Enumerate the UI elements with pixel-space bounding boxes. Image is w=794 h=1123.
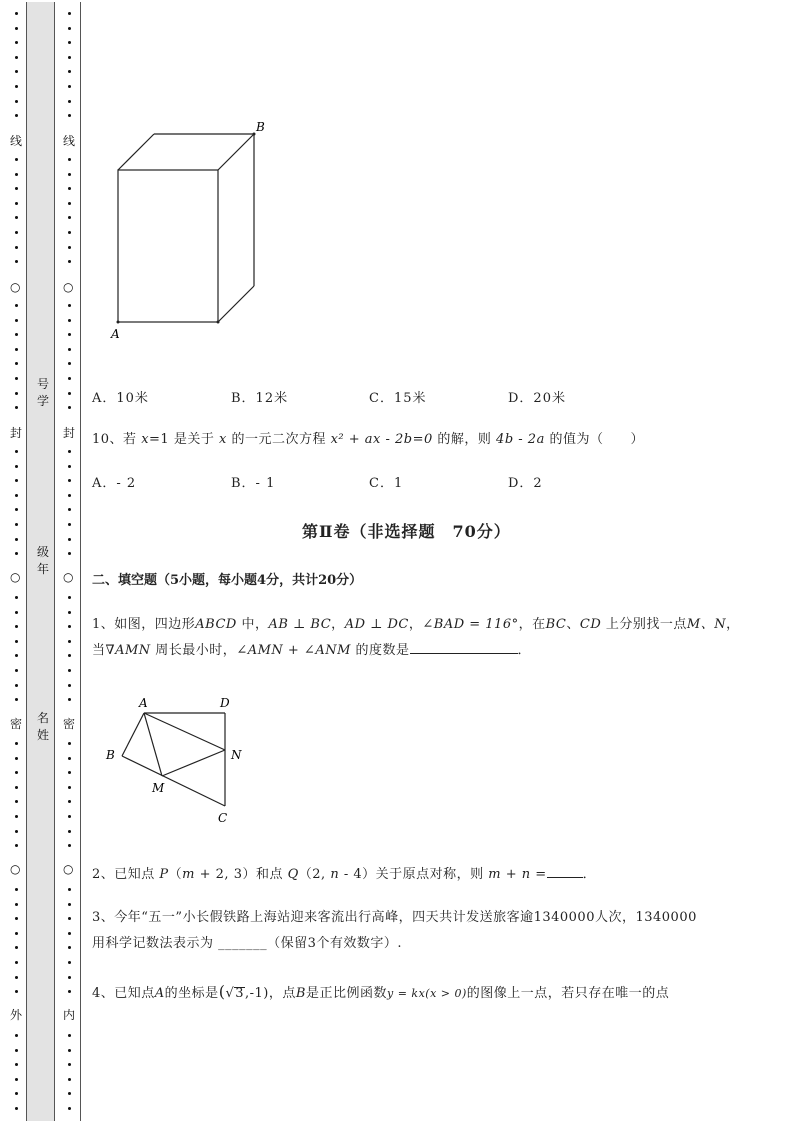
q10-x-var: x — [218, 432, 227, 447]
binding-dot — [15, 844, 18, 847]
binding-dot — [68, 1078, 71, 1081]
binding-dot — [68, 114, 71, 117]
field-label-char: 号 — [36, 377, 49, 391]
binding-dot — [15, 1092, 18, 1095]
box-edge — [218, 134, 254, 170]
binding-dot — [68, 1107, 71, 1110]
fill2-n: n — [521, 867, 531, 882]
fill1-text: ， — [408, 617, 423, 632]
fill2-text: + 2, 3）和点 — [195, 867, 288, 882]
inner-circle-2: ○ — [63, 570, 74, 584]
binding-dot — [15, 362, 18, 365]
binding-dot — [15, 611, 18, 614]
binding-dot — [15, 888, 18, 891]
field-label-char: 年 — [36, 562, 49, 576]
q10-eq1: =1 是关于 — [149, 432, 219, 447]
binding-dot — [15, 114, 18, 117]
fill4-condition: (x > 0) — [425, 987, 467, 1000]
binding-dot — [15, 625, 18, 628]
section-subtitle: 二、填空题（5小题，每小题4分，共计20分） — [92, 573, 363, 588]
binding-dot — [15, 508, 18, 511]
binding-dot — [68, 70, 71, 73]
binding-dot — [15, 187, 18, 190]
field-label-student-id — [36, 376, 50, 410]
binding-dot — [68, 888, 71, 891]
binding-dot — [15, 1063, 18, 1066]
binding-dot — [68, 450, 71, 453]
inner-label-xian: 线 — [63, 134, 76, 148]
binding-dot — [68, 538, 71, 541]
binding-dot — [15, 786, 18, 789]
vertex-dot — [217, 321, 220, 324]
binding-dot — [15, 377, 18, 380]
binding-dot — [15, 406, 18, 409]
binding-dot — [68, 333, 71, 336]
binding-dot — [68, 786, 71, 789]
binding-dot — [68, 216, 71, 219]
binding-dot — [68, 903, 71, 906]
outer-dot-column — [15, 0, 19, 1123]
fill1-line1 — [92, 613, 740, 632]
binding-dot — [15, 216, 18, 219]
field-label-char: 名 — [36, 711, 49, 725]
quad-figure — [100, 690, 250, 830]
vertex-a-label: A — [111, 327, 120, 341]
binding-dot — [68, 596, 71, 599]
binding-dot — [15, 976, 18, 979]
binding-dot — [68, 377, 71, 380]
fill4-text: ，点 — [268, 986, 296, 1001]
binding-dot — [68, 348, 71, 351]
fill4-line — [92, 982, 669, 1001]
binding-dot — [15, 12, 18, 15]
binding-dot — [15, 202, 18, 205]
outer-label-mi: 密 — [10, 717, 23, 731]
q10-option-b[interactable]: B．- 1 — [231, 476, 276, 491]
point-a-label: A — [139, 696, 148, 710]
q10-lead: 10、若 — [92, 432, 142, 447]
fill1-bc: BC — [545, 617, 567, 632]
binding-dot — [68, 946, 71, 949]
segment-an — [144, 713, 225, 750]
field-label-char: 级 — [36, 545, 49, 559]
fill1-rel1: AB ⊥ BC — [268, 617, 332, 632]
binding-dot — [15, 903, 18, 906]
fill2-m: m — [488, 867, 502, 882]
binding-dot — [68, 742, 71, 745]
outer-label-wai: 外 — [10, 1008, 23, 1022]
binding-dot — [15, 231, 18, 234]
binding-dot — [68, 932, 71, 935]
fill3-answer-blank[interactable]: _______ — [218, 936, 268, 951]
point-c-label: C — [218, 811, 228, 825]
binding-dot — [15, 304, 18, 307]
binding-dot — [68, 465, 71, 468]
binding-dot — [68, 56, 71, 59]
field-label-grade — [36, 544, 50, 578]
q10-option-c[interactable]: C．1 — [369, 476, 404, 491]
binding-dot — [15, 260, 18, 263]
binding-dot — [68, 757, 71, 760]
fill2-text: （ — [168, 867, 183, 882]
binding-dot — [68, 552, 71, 555]
binding-dot — [15, 158, 18, 161]
binding-dot — [15, 596, 18, 599]
binding-dot — [68, 654, 71, 657]
binding-dot — [15, 830, 18, 833]
section-title: 第Ⅱ卷（非选择题 70分） — [302, 522, 511, 541]
fill1-text: ， — [726, 617, 740, 632]
edge-bc — [122, 756, 225, 806]
binding-dot — [15, 333, 18, 336]
vertex-b-label: B — [256, 120, 265, 134]
binding-dot — [68, 362, 71, 365]
sqrt-symbol: √ — [225, 986, 235, 1001]
box-figure — [100, 115, 280, 345]
binding-dot — [68, 1092, 71, 1095]
binding-dot — [15, 41, 18, 44]
binding-dot — [68, 158, 71, 161]
fill2-text: = — [530, 867, 547, 882]
binding-dot — [68, 976, 71, 979]
fill1-text: 中， — [236, 617, 269, 632]
binding-dot — [15, 494, 18, 497]
binding-dot — [15, 319, 18, 322]
fill2-point-q: Q — [287, 867, 299, 882]
fill2-answer-blank[interactable] — [547, 865, 583, 878]
binding-dot — [68, 246, 71, 249]
box-front-face — [118, 170, 218, 322]
inner-label-mi: 密 — [63, 717, 76, 731]
binding-dot — [15, 815, 18, 818]
fill2-text: （2, — [298, 867, 331, 882]
fill2-text: + — [501, 867, 522, 882]
fill2-m: m — [182, 867, 195, 882]
outer-circle-2: ○ — [10, 570, 21, 584]
binding-dot — [68, 260, 71, 263]
binding-dot — [15, 523, 18, 526]
binding-dot — [68, 844, 71, 847]
binding-dot — [15, 684, 18, 687]
point-b-label: B — [106, 748, 115, 762]
binding-dot — [68, 1063, 71, 1066]
binding-dot — [68, 684, 71, 687]
binding-dot — [15, 552, 18, 555]
binding-dot — [15, 640, 18, 643]
binding-dot — [15, 56, 18, 59]
fill2-text: ． — [582, 867, 597, 882]
fill2-line — [92, 863, 596, 882]
binding-dot — [15, 1078, 18, 1081]
inner-label-feng: 封 — [63, 426, 76, 440]
binding-dot — [68, 771, 71, 774]
binding-margin — [0, 0, 84, 1123]
fill1-cd: CD — [579, 617, 602, 632]
q10-tail: 的解，则 — [432, 432, 497, 447]
fill1-triangle: ∇AMN — [105, 643, 151, 658]
binding-dot — [68, 406, 71, 409]
fill1-text: 周长最小时， — [150, 643, 237, 658]
fill1-text: ， — [331, 617, 345, 632]
binding-dot — [15, 479, 18, 482]
outer-label-feng: 封 — [10, 426, 23, 440]
binding-dot — [15, 27, 18, 30]
inner-dot-column — [68, 0, 72, 1123]
binding-dot — [68, 815, 71, 818]
binding-dot — [68, 523, 71, 526]
fill4-text: 4、已知点 — [92, 986, 155, 1001]
binding-dot — [15, 757, 18, 760]
binding-dot — [68, 1049, 71, 1052]
binding-dot — [15, 173, 18, 176]
box-edge — [118, 134, 154, 170]
point-d-label: D — [220, 696, 230, 710]
binding-dot — [68, 698, 71, 701]
binding-dot — [68, 100, 71, 103]
binding-dot — [68, 187, 71, 190]
binding-dot — [68, 27, 71, 30]
q10-expr: 4b - 2a — [496, 432, 545, 447]
binding-dot — [15, 1049, 18, 1052]
binding-dot — [68, 12, 71, 15]
q10-x: x — [141, 432, 150, 447]
binding-dot — [15, 961, 18, 964]
fill2-text: - 4）关于原点对称，则 — [339, 867, 489, 882]
inner-label-nei: 内 — [63, 1008, 76, 1022]
binding-dot — [15, 465, 18, 468]
binding-dot — [68, 494, 71, 497]
q9-option-c[interactable]: C．15米 — [369, 391, 427, 406]
fill1-quad: ABCD — [195, 617, 237, 632]
inner-circle-1: ○ — [63, 280, 74, 294]
outer-label-xian: 线 — [10, 134, 23, 148]
q9-option-b[interactable]: B．12米 — [231, 391, 289, 406]
binding-dot — [68, 1034, 71, 1037]
binding-dot — [15, 100, 18, 103]
field-label-char: 学 — [36, 394, 49, 408]
inner-circle-3: ○ — [63, 862, 74, 876]
q10-end: 的值为（ ） — [544, 432, 644, 447]
binding-dot — [68, 319, 71, 322]
sqrt-radicand: 3 — [235, 986, 245, 1001]
segment-am — [144, 713, 162, 776]
binding-dot — [68, 640, 71, 643]
outer-circle-1: ○ — [10, 280, 21, 294]
fill4-coord-open: ( — [218, 982, 226, 1001]
binding-dot — [15, 654, 18, 657]
binding-dot — [15, 946, 18, 949]
binding-dot — [68, 508, 71, 511]
binding-dot — [15, 932, 18, 935]
outer-circle-3: ○ — [10, 862, 21, 876]
fill4-point-b: B — [295, 986, 306, 1001]
binding-dot — [15, 70, 18, 73]
binding-dot — [15, 246, 18, 249]
binding-dot — [68, 41, 71, 44]
binding-dot — [68, 800, 71, 803]
fill1-answer-blank[interactable] — [410, 641, 518, 654]
binding-dot — [68, 202, 71, 205]
q10-stem — [92, 428, 644, 447]
fill1-text: 的度数是 — [350, 643, 410, 658]
q9-option-a[interactable]: A．10米 — [92, 391, 149, 406]
field-label-char: 姓 — [36, 728, 49, 742]
binding-dot — [15, 450, 18, 453]
fill1-angle-sum: ∠AMN + ∠ANM — [236, 643, 351, 658]
q10-option-d[interactable]: D．2 — [508, 476, 543, 491]
binding-dot — [68, 917, 71, 920]
binding-dot — [15, 990, 18, 993]
binding-dot — [15, 771, 18, 774]
binding-dot — [15, 800, 18, 803]
vertex-a-dot — [117, 321, 120, 324]
binding-dot — [15, 348, 18, 351]
fill3-text: （保留3个有效数字）. — [267, 936, 403, 951]
binding-dot — [15, 392, 18, 395]
binding-dot — [15, 1034, 18, 1037]
binding-dot — [68, 479, 71, 482]
fill1-text: ． — [517, 643, 532, 658]
binding-dot — [68, 830, 71, 833]
segment-mn — [162, 750, 225, 776]
fill1-line2 — [92, 639, 531, 658]
binding-dot — [15, 917, 18, 920]
fill1-angle: ∠BAD = 116° — [422, 617, 519, 632]
fill3-text: 用科学记数法表示为 — [92, 936, 219, 951]
field-label-name — [36, 710, 50, 744]
q10-option-a[interactable]: A．- 2 — [92, 476, 137, 491]
fill1-text: 当 — [92, 643, 106, 658]
fill1-text: 1、如图，四边形 — [92, 617, 196, 632]
point-m-label: M — [152, 781, 165, 795]
fill3-line2 — [92, 932, 402, 951]
fill4-text: 的坐标是 — [164, 986, 219, 1001]
binding-dot — [68, 990, 71, 993]
fill4-text: 的图像上一点，若只存在唯一的点 — [466, 986, 670, 1001]
fill3-line1: 3、今年“五一”小长假铁路上海站迎来客流出行高峰，四天共计发送旅客逾1340000人次，1340000 — [92, 910, 697, 925]
q9-option-d[interactable]: D．20米 — [508, 391, 566, 406]
binding-dot — [15, 669, 18, 672]
fill2-point-p: P — [159, 867, 169, 882]
binding-dot — [68, 231, 71, 234]
binding-dot — [15, 742, 18, 745]
q10-mid: 的一元二次方程 — [226, 432, 331, 447]
q10-equation: x² + ax - 2b=0 — [330, 432, 433, 447]
binding-dot — [68, 625, 71, 628]
binding-dot — [68, 669, 71, 672]
binding-inner-line — [80, 2, 81, 1121]
fill2-text: 2、已知点 — [92, 867, 160, 882]
binding-dot — [68, 85, 71, 88]
fill1-text: ，在 — [518, 617, 546, 632]
edge-ab — [122, 713, 144, 756]
fill4-coord-close: ,-1) — [245, 986, 269, 1001]
binding-dot — [15, 85, 18, 88]
fill4-function: y = kx — [386, 987, 426, 1000]
binding-dot — [68, 392, 71, 395]
binding-dot — [68, 961, 71, 964]
binding-dot — [15, 1107, 18, 1110]
binding-dot — [68, 304, 71, 307]
binding-dot — [15, 698, 18, 701]
fill2-n: n — [330, 867, 340, 882]
fill1-text: 、 — [566, 617, 580, 632]
box-edge — [218, 286, 254, 322]
binding-dot — [68, 173, 71, 176]
binding-dot — [68, 611, 71, 614]
fill1-text: 上分别找一点 — [601, 617, 687, 632]
fill4-point-a: A — [154, 986, 165, 1001]
fill1-rel2: AD ⊥ DC — [344, 617, 409, 632]
fill4-text: 是正比例函数 — [305, 986, 387, 1001]
point-n-label: N — [231, 748, 242, 762]
binding-dot — [15, 538, 18, 541]
fill1-mn: M、N — [686, 617, 727, 632]
